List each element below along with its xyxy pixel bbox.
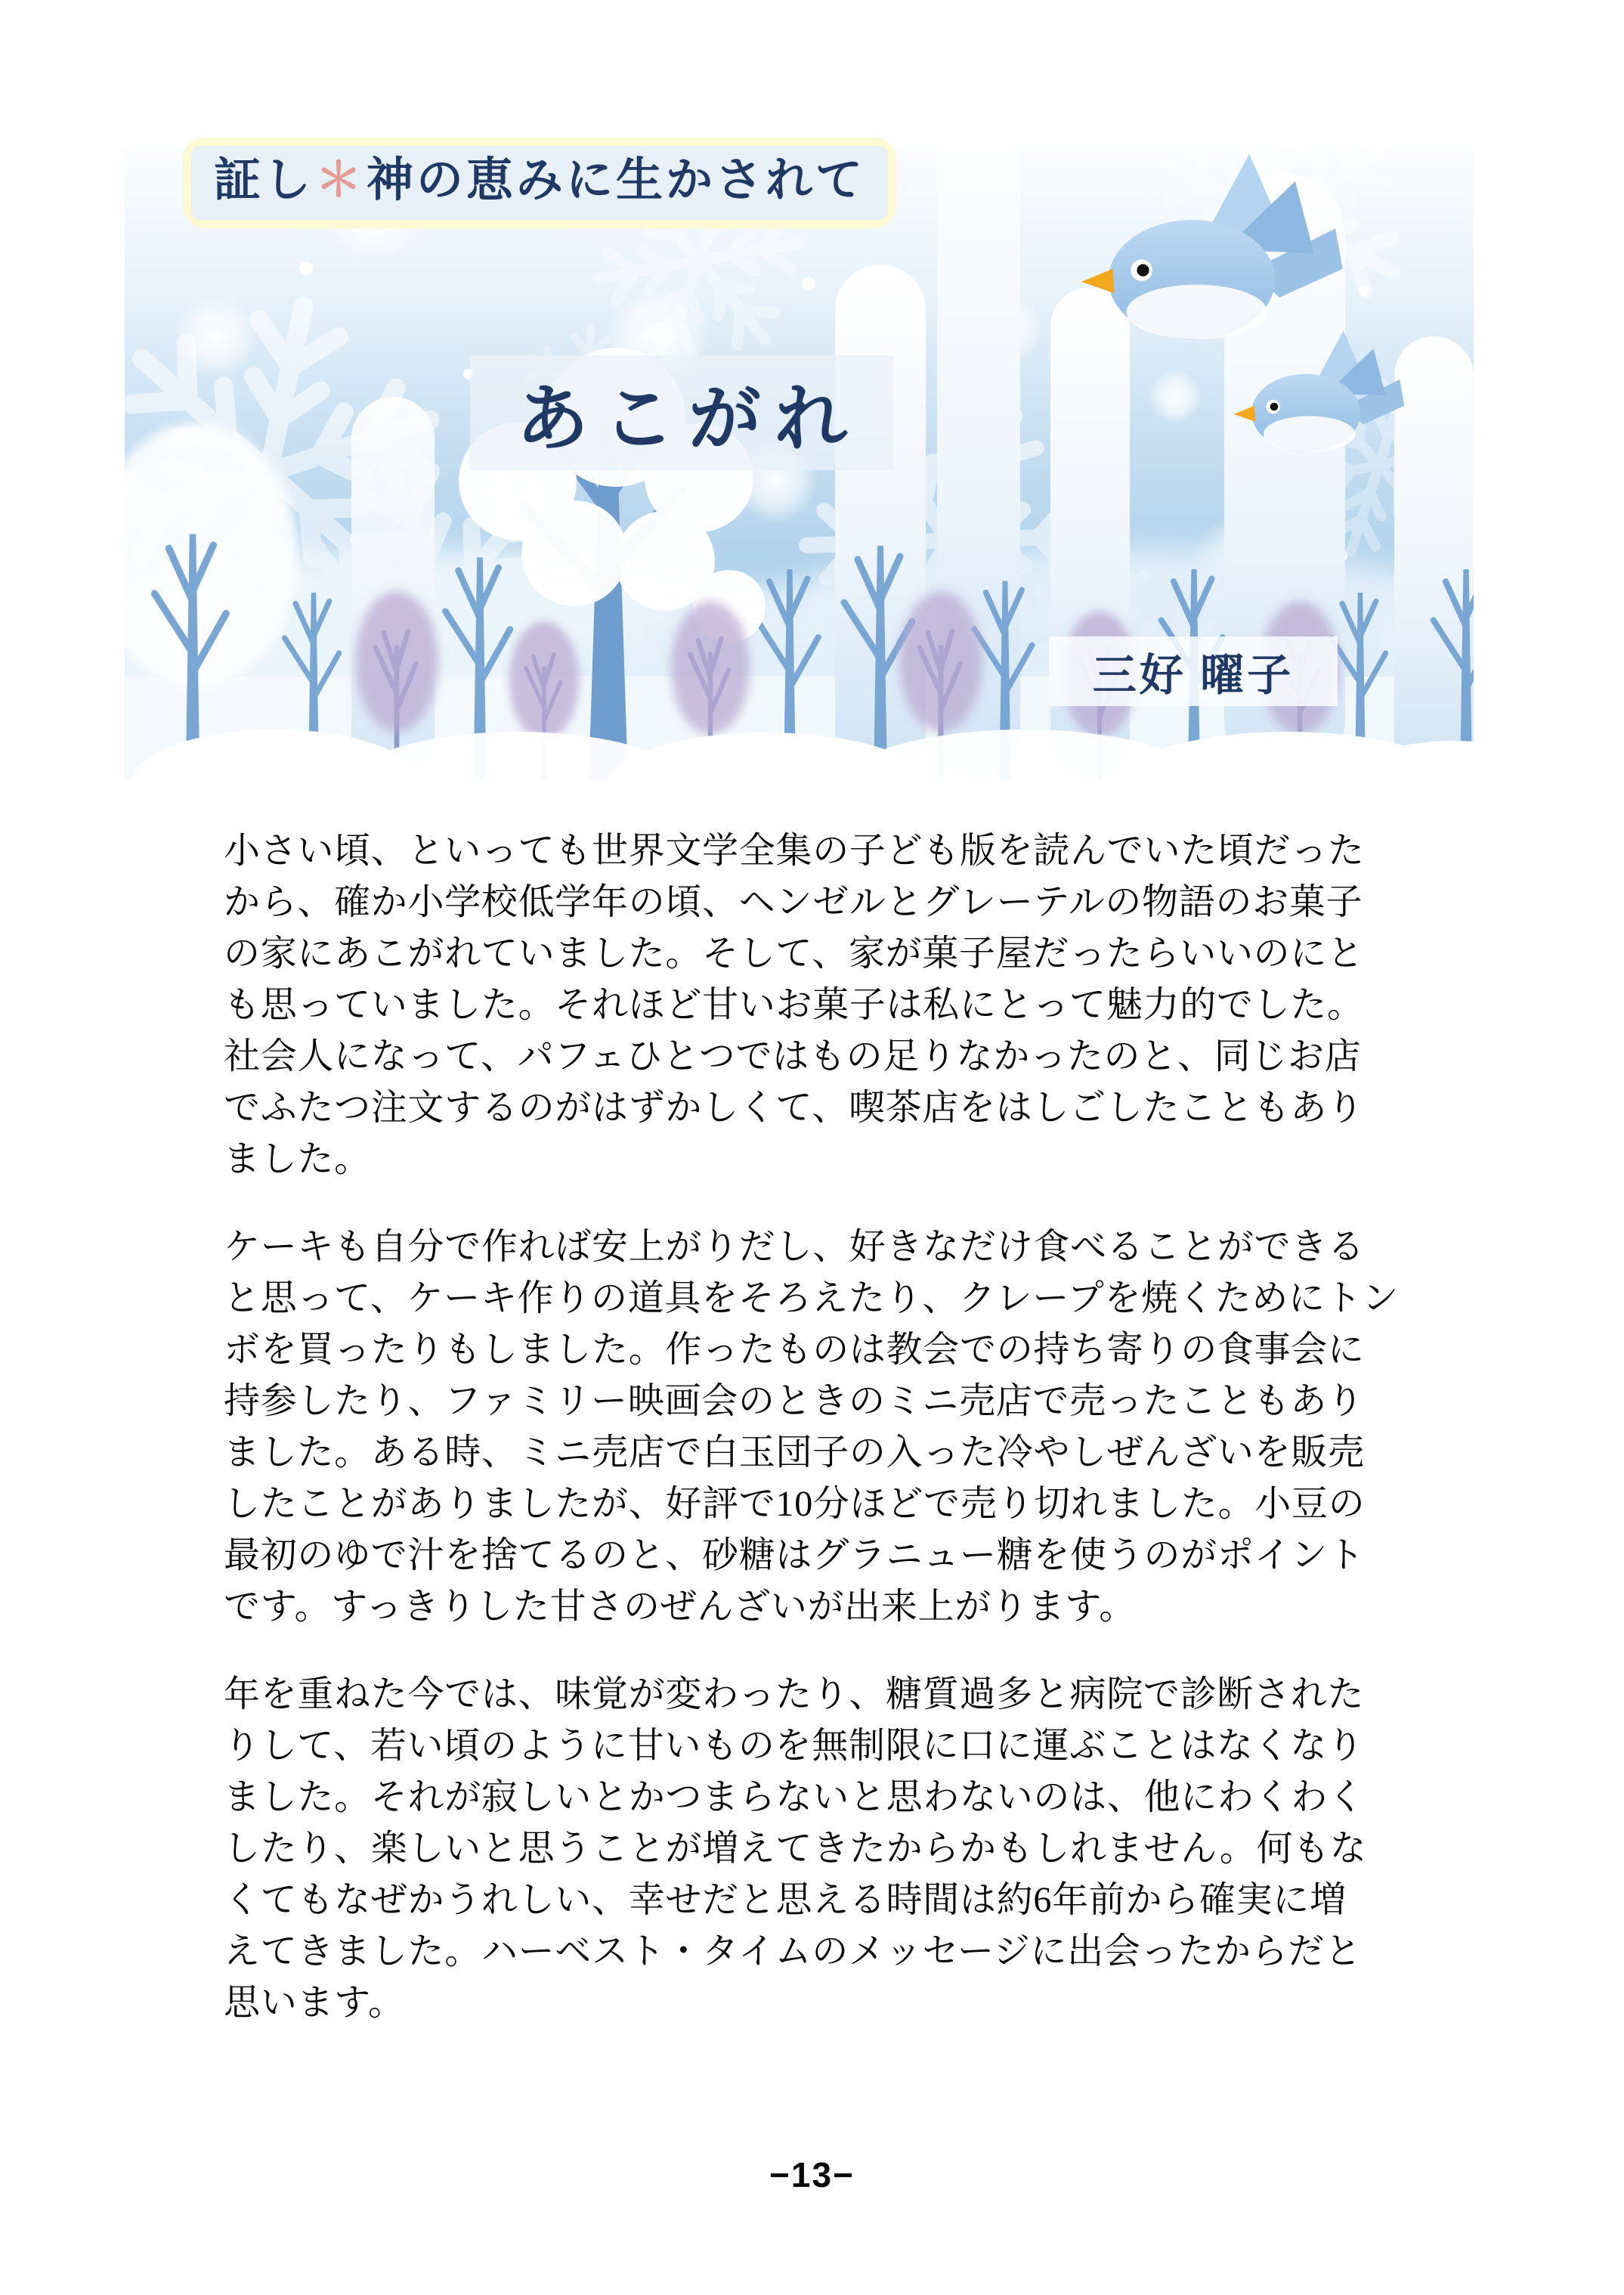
paragraph: [224, 1222, 1407, 1633]
paragraph-line: ました。: [224, 1139, 371, 1179]
paragraph-line: ました。ある時、ミニ売店で白玉団子の入った冷やしぜんざいを販売: [224, 1432, 1365, 1473]
badge-prefix: 証し: [214, 155, 314, 206]
author-band: [1049, 636, 1338, 706]
article-body: [224, 825, 1407, 2029]
paragraph-line: も思っていました。それほど甘いお菓子は私にとって魅力的でした。: [224, 985, 1364, 1025]
paragraph-line: ケーキも自分で作れば安上がりだし、好きなだけ食べることができる: [224, 1227, 1365, 1267]
article-title: あこがれ: [516, 378, 861, 460]
page-number: −13−: [769, 2155, 855, 2194]
paragraph-line: 社会人になって、パフェひとつではもの足りなかったのと、同じお店: [224, 1036, 1362, 1076]
paragraph: [224, 1669, 1407, 2029]
paragraph-line: くてもなぜかうれしい、幸せだと思える時間は約6年前から確実に増: [224, 1880, 1347, 1920]
section-badge-text: [191, 146, 888, 220]
paragraph-line: したことがありましたが、好評で10分ほどで売り切れました。小豆の: [224, 1484, 1366, 1524]
paragraph-line: りして、若い頃のように甘いものを無制限に口に運ぶことはなくなり: [224, 1726, 1364, 1766]
paragraph-line: 持参したり、ファミリー映画会のときのミニ売店で売ったこともあり: [224, 1381, 1364, 1421]
asterisk-icon: ＊: [315, 155, 366, 206]
paragraph-line: えてきました。ハーベスト・タイムのメッセージに出会ったからだと: [224, 1931, 1362, 1971]
paragraph-line: ボを買ったりもしました。作ったものは教会での持ち寄りの食事会に: [224, 1330, 1365, 1370]
snow-mounds: [132, 729, 1474, 780]
paragraph: [224, 825, 1407, 1185]
paragraph-line: の家にあこがれていました。そして、家が菓子屋だったらいいのにと: [224, 934, 1364, 974]
paragraph-line: 思います。: [224, 1983, 405, 2023]
paragraph-line: 年を重ねた今では、味覚が変わったり、糖質過多と病院で診断された: [224, 1674, 1365, 1714]
author-name: 三好 曜子: [1092, 651, 1295, 700]
paragraph-line: 小さい頃、といっても世界文学全集の子ども版を読んでいた頃だった: [224, 831, 1365, 871]
paragraph-line: したり、楽しいと思うことが増えてきたからかもしれません。何もな: [224, 1829, 1367, 1869]
paragraph-line: 最初のゆで汁を捨てるのと、砂糖はグラニュー糖を使うのがポイント: [224, 1535, 1365, 1575]
article-title-band: [470, 355, 893, 470]
paragraph-line: でふたつ注文するのがはずかしくて、喫茶店をはしごしたこともあり: [224, 1088, 1364, 1128]
section-badge: [184, 138, 896, 228]
paragraph-line: ました。それが寂しいとかつまらないと思わないのは、他にわくわく: [224, 1777, 1365, 1817]
paragraph-line: と思って、ケーキ作りの道具をそろえたり、クレープを焼くためにトン: [224, 1278, 1400, 1318]
paragraph-line: です。すっきりした甘さのぜんざいが出来上がります。: [224, 1587, 1136, 1627]
paragraph-line: から、確か小学校低学年の頃、ヘンゼルとグレーテルの物語のお菓子: [224, 882, 1363, 922]
badge-title: 神の恵みに生かされて: [367, 155, 866, 206]
